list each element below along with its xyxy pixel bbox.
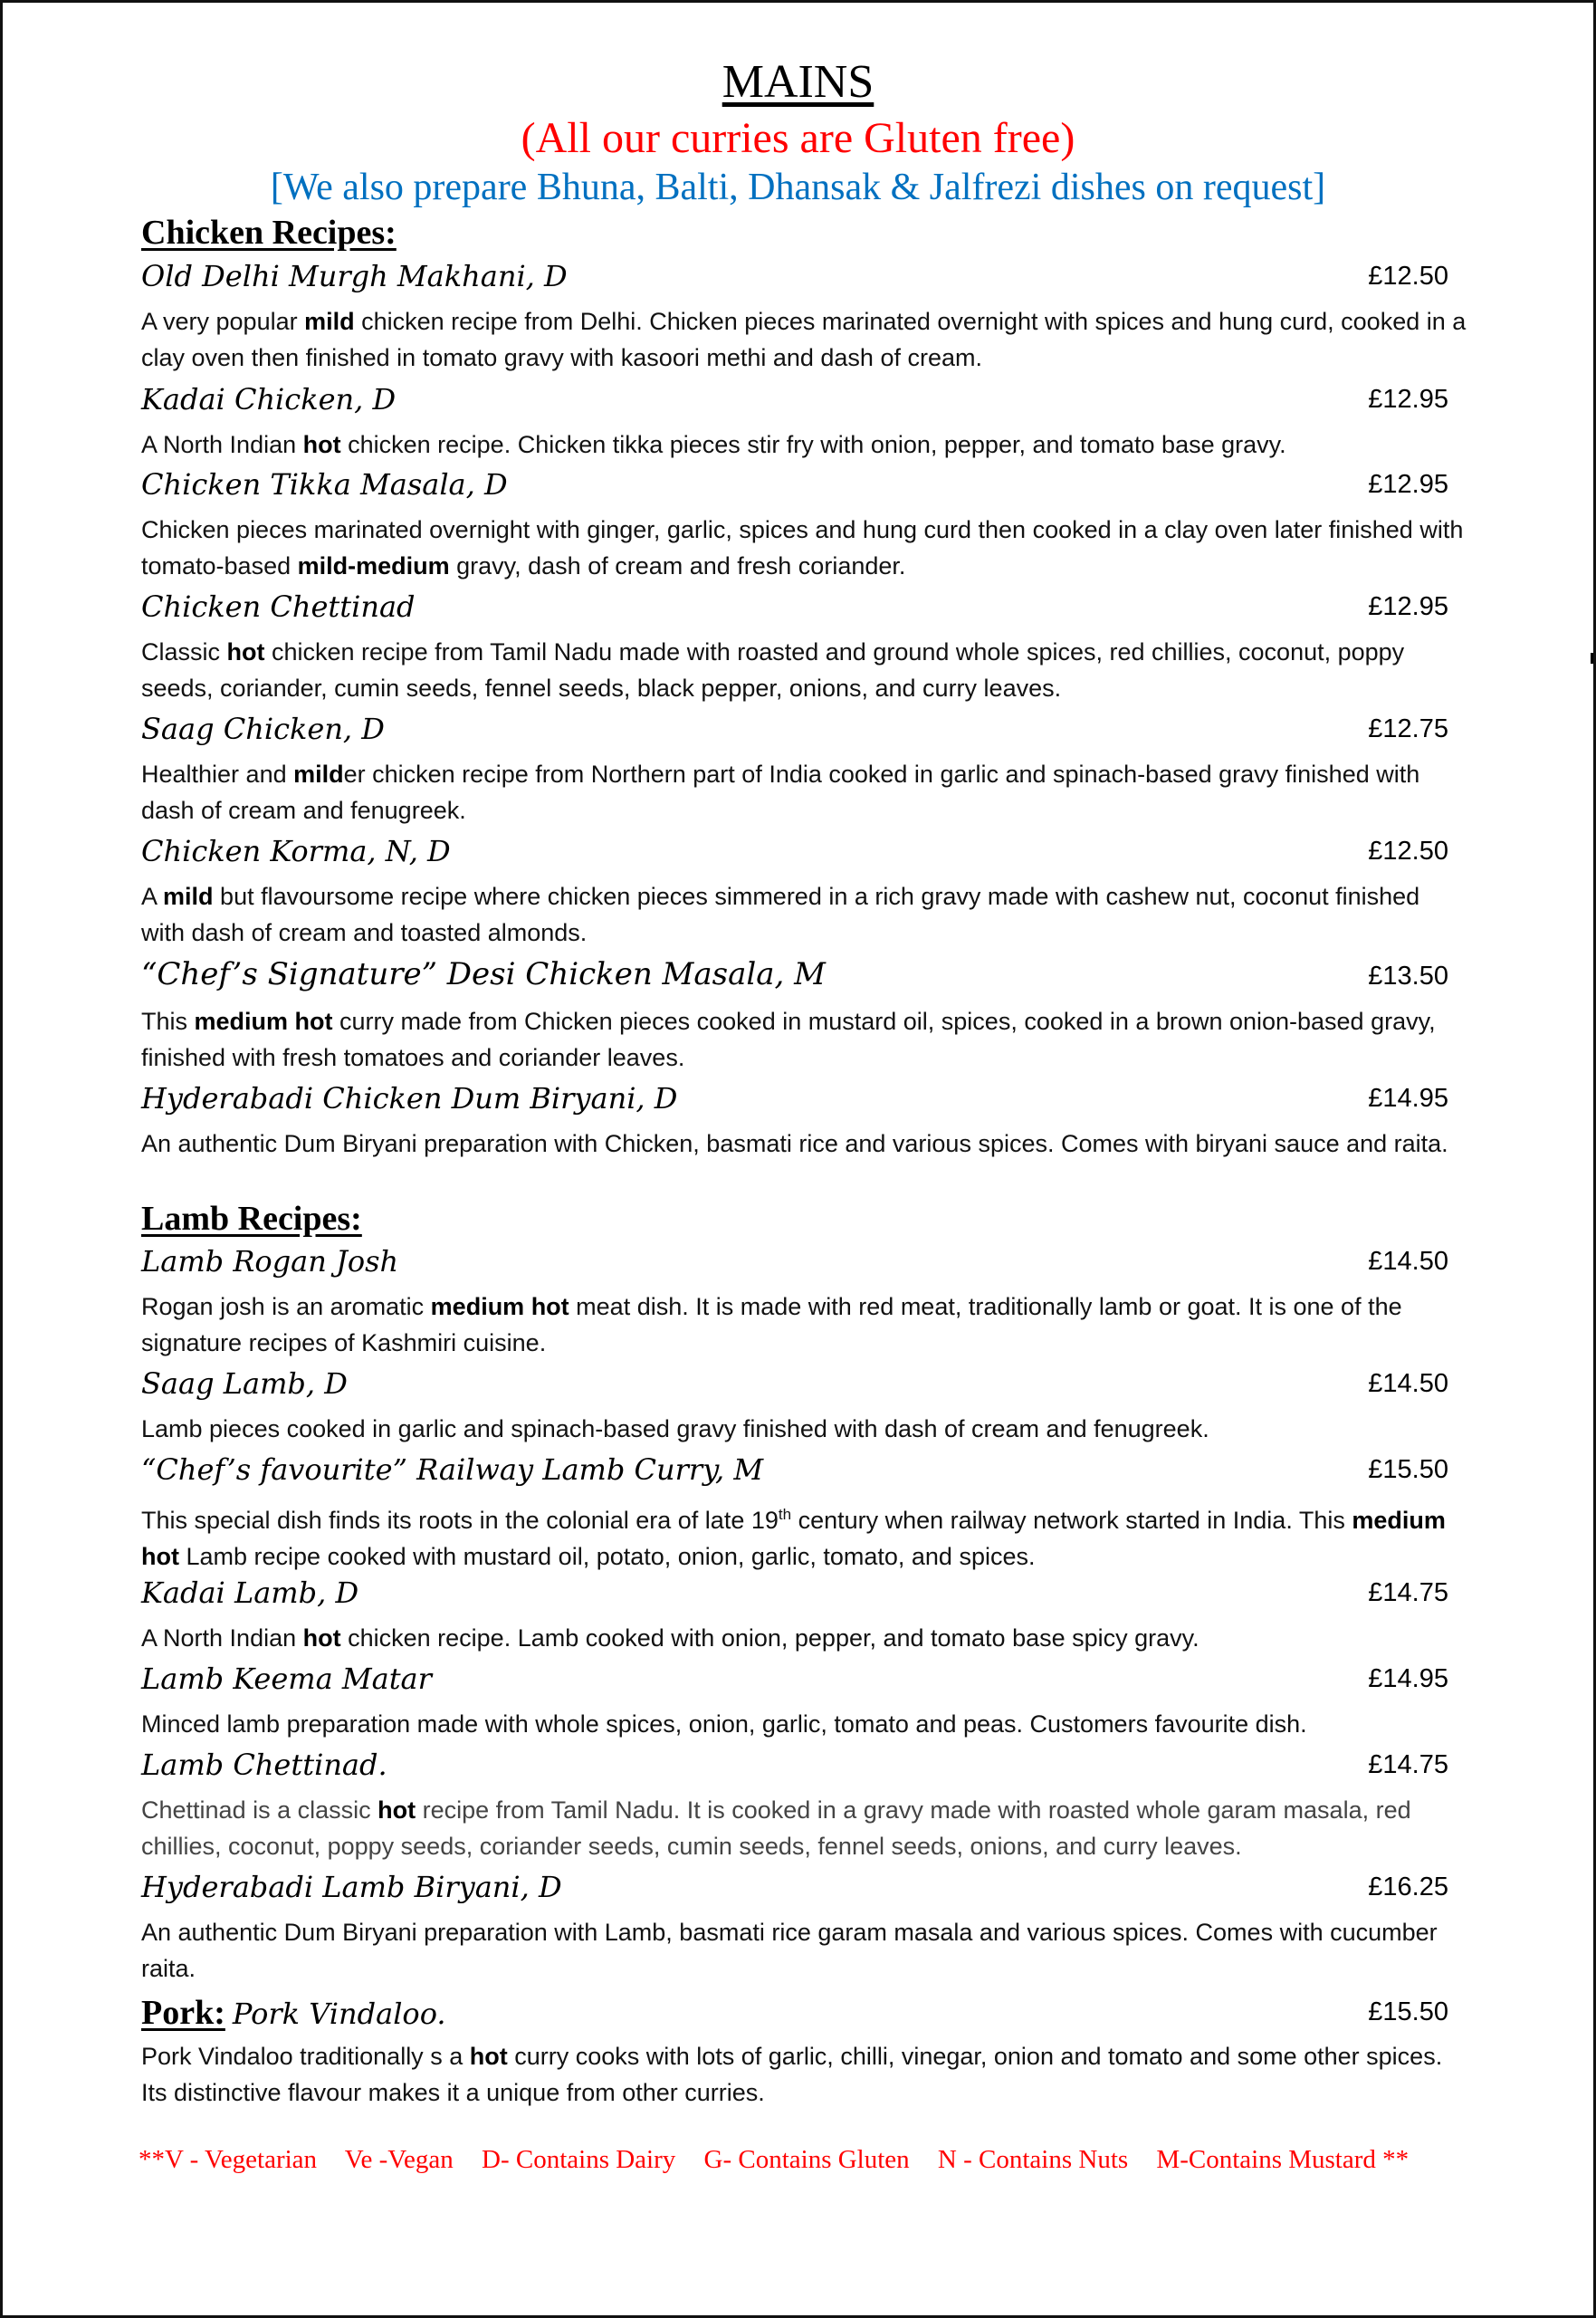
dish-price: £13.50 [1368,962,1448,991]
dish-price: £14.95 [1368,1664,1448,1693]
dish-description: Pork Vindaloo traditionally s a hot curry cooks with lots of garlic, chilli, vinegar, onion and tomato and some other spices. Its distinctive flavour makes it a unique from other curries. [141,2043,1443,2106]
dish-price: £12.95 [1368,470,1448,499]
dish-description: Classic hot chicken recipe from Tamil Nadu made with roasted and ground whole spices, red chillies, coconut, poppy seeds, coriander, cumin seeds, fennel seeds, black pepper, onions, and curry leaves. [141,638,1405,702]
dish-name: Lamb Chettinad. [141,1748,387,1782]
edge-mark [1591,653,1593,664]
dish-name: Kadai Lamb, D [141,1576,359,1610]
dish-description: Chettinad is a classic hot recipe from Tamil Nadu. It is cooked in a gravy made with roasted whole garam masala, red chillies, coconut, poppy seeds, coriander seeds, cumin seeds, fennel seeds, onions, and curry leaves. [141,1796,1411,1860]
dish-description: Healthier and milder chicken recipe from Northern part of India cooked in garlic and spinach-based gravy finished with dash of cream and fenugreek. [141,761,1420,824]
dish-price: £14.95 [1368,1084,1448,1113]
dish-name: Chicken Tikka Masala, D [141,467,508,502]
dish-name: Lamb Keema Matar [141,1662,432,1696]
dish-price: £15.50 [1368,1455,1448,1484]
dish-price: £12.95 [1368,592,1448,621]
dish-description: This special dish finds its roots in the colonial era of late 19th century when railway network started in India. This medium hot Lamb recipe cooked with mustard oil, potato, onion, garlic, tomato, and spices. [141,1506,1446,1570]
dish-description: Lamb pieces cooked in garlic and spinach-based gravy finished with dash of cream and fenugreek. [141,1415,1209,1442]
dish-description: A mild but flavoursome recipe where chicken pieces simmered in a rich gravy made with cashew nut, coconut finished with dash of cream and toasted almonds. [141,883,1420,946]
dish-description: An authentic Dum Biryani preparation with Chicken, basmati rice and various spices. Comes with biryani sauce and raita. [141,1130,1448,1157]
legend-item: G- Contains Gluten [703,2145,910,2174]
page-title: MAINS [722,56,874,108]
lamb-section-heading: Lamb Recipes: [141,1200,362,1238]
dish-description: This medium hot curry made from Chicken pieces cooked in mustard oil, spices, cooked in a brown onion-based gravy, finished with fresh tomatoes and coriander leaves. [141,1008,1436,1071]
dish-name: “Chef’s Signature” Desi Chicken Masala, M [141,956,826,992]
gluten-free-note: (All our curries are Gluten free) [521,114,1075,162]
dish-price: £16.25 [1368,1873,1448,1901]
dish-price: £14.75 [1368,1750,1448,1779]
dish-price: £15.50 [1368,1997,1448,2026]
on-request-note: [We also prepare Bhuna, Balti, Dhansak & Jalfrezi dishes on request] [270,167,1326,208]
dish-description: An authentic Dum Biryani preparation with Lamb, basmati rice garam masala and various spices. Comes with cucumber raita. [141,1919,1438,1982]
dish-price: £14.75 [1368,1578,1448,1607]
legend-item: Ve -Vegan [344,2145,454,2174]
dish-name: Old Delhi Murgh Makhani, D [141,259,568,293]
dish-description: A North Indian hot chicken recipe. Chicken tikka pieces stir fry with onion, pepper, and tomato base gravy. [141,431,1286,458]
dish-name: Lamb Rogan Josh [141,1244,399,1279]
chicken-section-heading: Chicken Recipes: [141,214,397,252]
legend-item: **V - Vegetarian [139,2145,318,2174]
dish-description: A North Indian hot chicken recipe. Lamb cooked with onion, pepper, and tomato base spicy gravy. [141,1624,1199,1652]
dish-name: Chicken Korma, N, D [141,834,451,868]
legend-item: M-Contains Mustard ** [1156,2145,1410,2174]
dish-name: Hyderabadi Chicken Dum Biryani, D [141,1081,678,1116]
dish-price: £12.50 [1368,837,1448,866]
dish-price: £12.75 [1368,714,1448,743]
dish-price: £14.50 [1368,1247,1448,1276]
dish-name: “Chef’s favourite” Railway Lamb Curry, M [141,1452,764,1487]
dish-description: Rogan josh is an aromatic medium hot meat dish. It is made with red meat, traditionally lamb or goat. It is one of the signature recipes of Kashmiri cuisine. [141,1293,1402,1356]
dish-price: £14.50 [1368,1369,1448,1398]
dish-description: A very popular mild chicken recipe from Delhi. Chicken pieces marinated overnight with spices and hung curd, cooked in a clay oven then finished in tomato gravy with kasoori methi and dash of cream. [141,308,1467,371]
dish-name: Kadai Chicken, D [141,382,397,417]
dish-description: Minced lamb preparation made with whole spices, onion, garlic, tomato and peas. Customers favourite dish. [141,1710,1307,1738]
legend-item: D- Contains Dairy [482,2145,676,2174]
pork-label: Pork: [141,1994,225,2032]
dish-name: Hyderabadi Lamb Biryani, D [141,1870,562,1904]
allergen-legend [139,2145,1430,2175]
dish-name: Saag Lamb, D [141,1366,348,1401]
legend-item: N - Contains Nuts [937,2145,1129,2174]
dish-price: £12.50 [1368,262,1448,291]
dish-name: Saag Chicken, D [141,712,385,746]
pork-section-heading [141,1993,446,2033]
dish-name: Chicken Chettinad [141,589,416,624]
dish-price: £12.95 [1368,385,1448,414]
dish-description: Chicken pieces marinated overnight with ginger, garlic, spices and hung curd then cooked in a clay oven later finished with tomato-based mild-medium gravy, dash of cream and fresh coriander. [141,516,1464,580]
dish-name: Pork Vindaloo. [232,1997,446,2031]
